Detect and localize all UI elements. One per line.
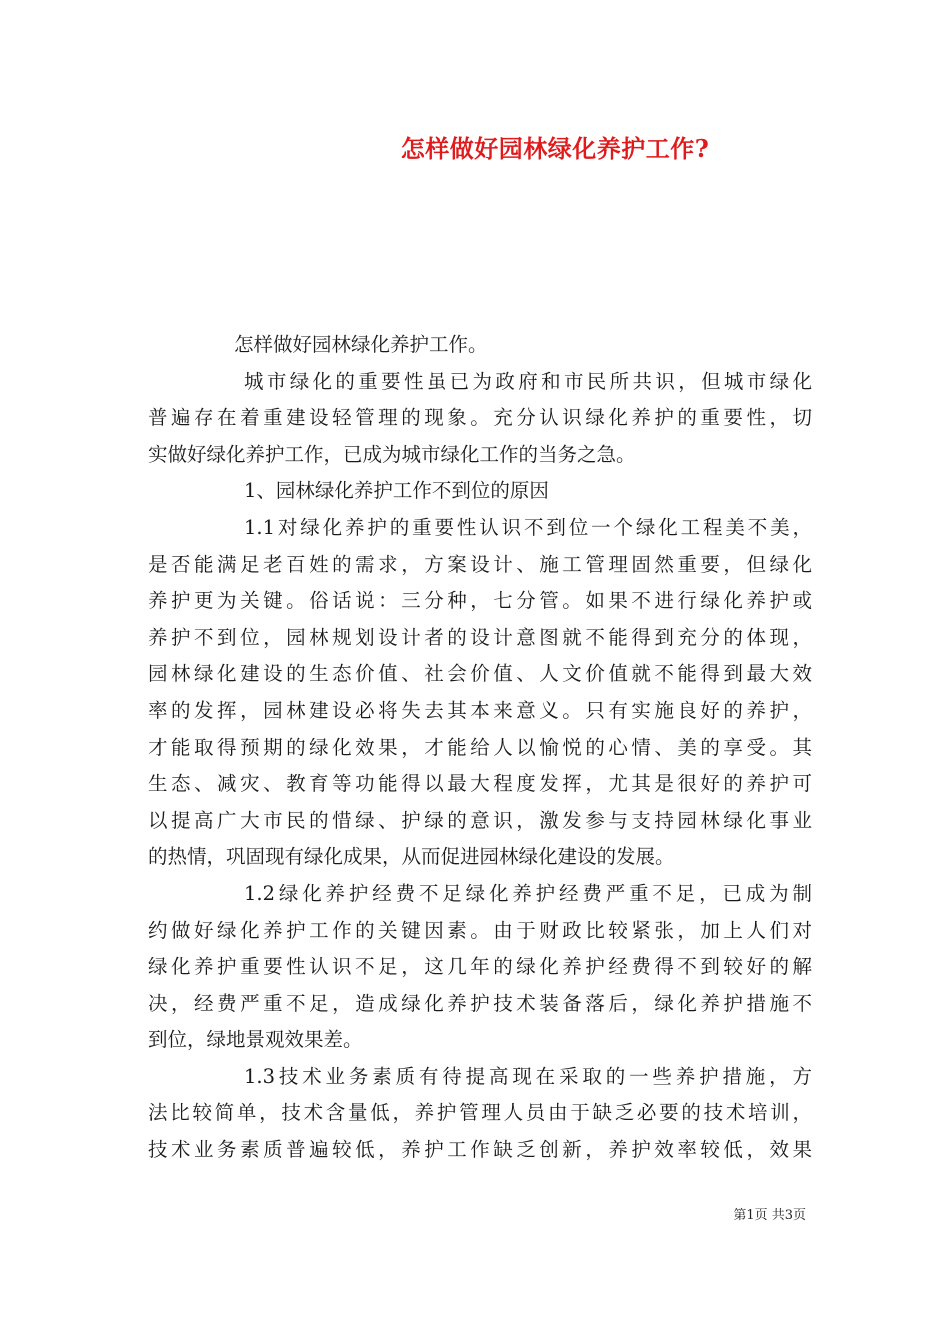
page-number: 第1页 共3页 <box>733 1208 806 1223</box>
body-line: 怎样做好园林绿化养护工作。 <box>234 333 488 356</box>
body-line: 生态、减灾、教育等功能得以最大程度发挥，尤其是很好的养护可 <box>148 772 812 796</box>
body-line: 实做好绿化养护工作，已成为城市绿化工作的当务之急。 <box>148 442 636 466</box>
body-line: 1.3技术业务素质有待提高现在采取的一些养护措施，方 <box>244 1064 812 1088</box>
body-line: 约做好绿化养护工作的关键因素。由于财政比较紧张，加上人们对 <box>148 918 812 942</box>
body-line: 1.1对绿化养护的重要性认识不到位一个绿化工程美不美， <box>244 515 812 539</box>
body-line: 才能取得预期的绿化效果，才能给人以愉悦的心情、美的享受。其 <box>148 735 812 759</box>
section-heading: 1、园林绿化养护工作不到位的原因 <box>244 479 549 503</box>
body-line: 绿化养护重要性认识不足，这几年的绿化养护经费得不到较好的解 <box>148 955 812 979</box>
body-line: 率的发挥，园林建设必将失去其本来意义。只有实施良好的养护， <box>148 698 812 722</box>
body-line: 的热情，巩固现有绿化成果，从而促进园林绿化建设的发展。 <box>148 845 675 869</box>
body-line: 园林绿化建设的生态价值、社会价值、人文价值就不能得到最大效 <box>148 662 812 686</box>
body-line: 养护不到位，园林规划设计者的设计意图就不能得到充分的体现， <box>148 625 812 649</box>
body-line: 到位，绿地景观效果差。 <box>148 1028 363 1052</box>
body-line: 是否能满足老百姓的需求，方案设计、施工管理固然重要，但绿化 <box>148 552 812 576</box>
body-line: 1.2绿化养护经费不足绿化养护经费严重不足，已成为制 <box>244 881 812 905</box>
body-line: 法比较简单，技术含量低，养护管理人员由于缺乏必要的技术培训， <box>148 1101 812 1125</box>
body-line: 普遍存在着重建设轻管理的现象。充分认识绿化养护的重要性，切 <box>148 406 812 430</box>
body-line: 技术业务素质普遍较低，养护工作缺乏创新，养护效率较低，效果 <box>148 1138 812 1162</box>
body-line: 养护更为关键。俗话说：三分种，七分管。如果不进行绿化养护或 <box>148 589 812 613</box>
document-title: 怎样做好园林绿化养护工作? <box>400 134 710 163</box>
document-body <box>148 327 812 1169</box>
body-line: 决，经费严重不足，造成绿化养护技术装备落后，绿化养护措施不 <box>148 991 812 1015</box>
body-line: 城市绿化的重要性虽已为政府和市民所共识，但城市绿化 <box>244 369 812 393</box>
body-line: 以提高广大市民的惜绿、护绿的意识，激发参与支持园林绿化事业 <box>148 808 812 832</box>
